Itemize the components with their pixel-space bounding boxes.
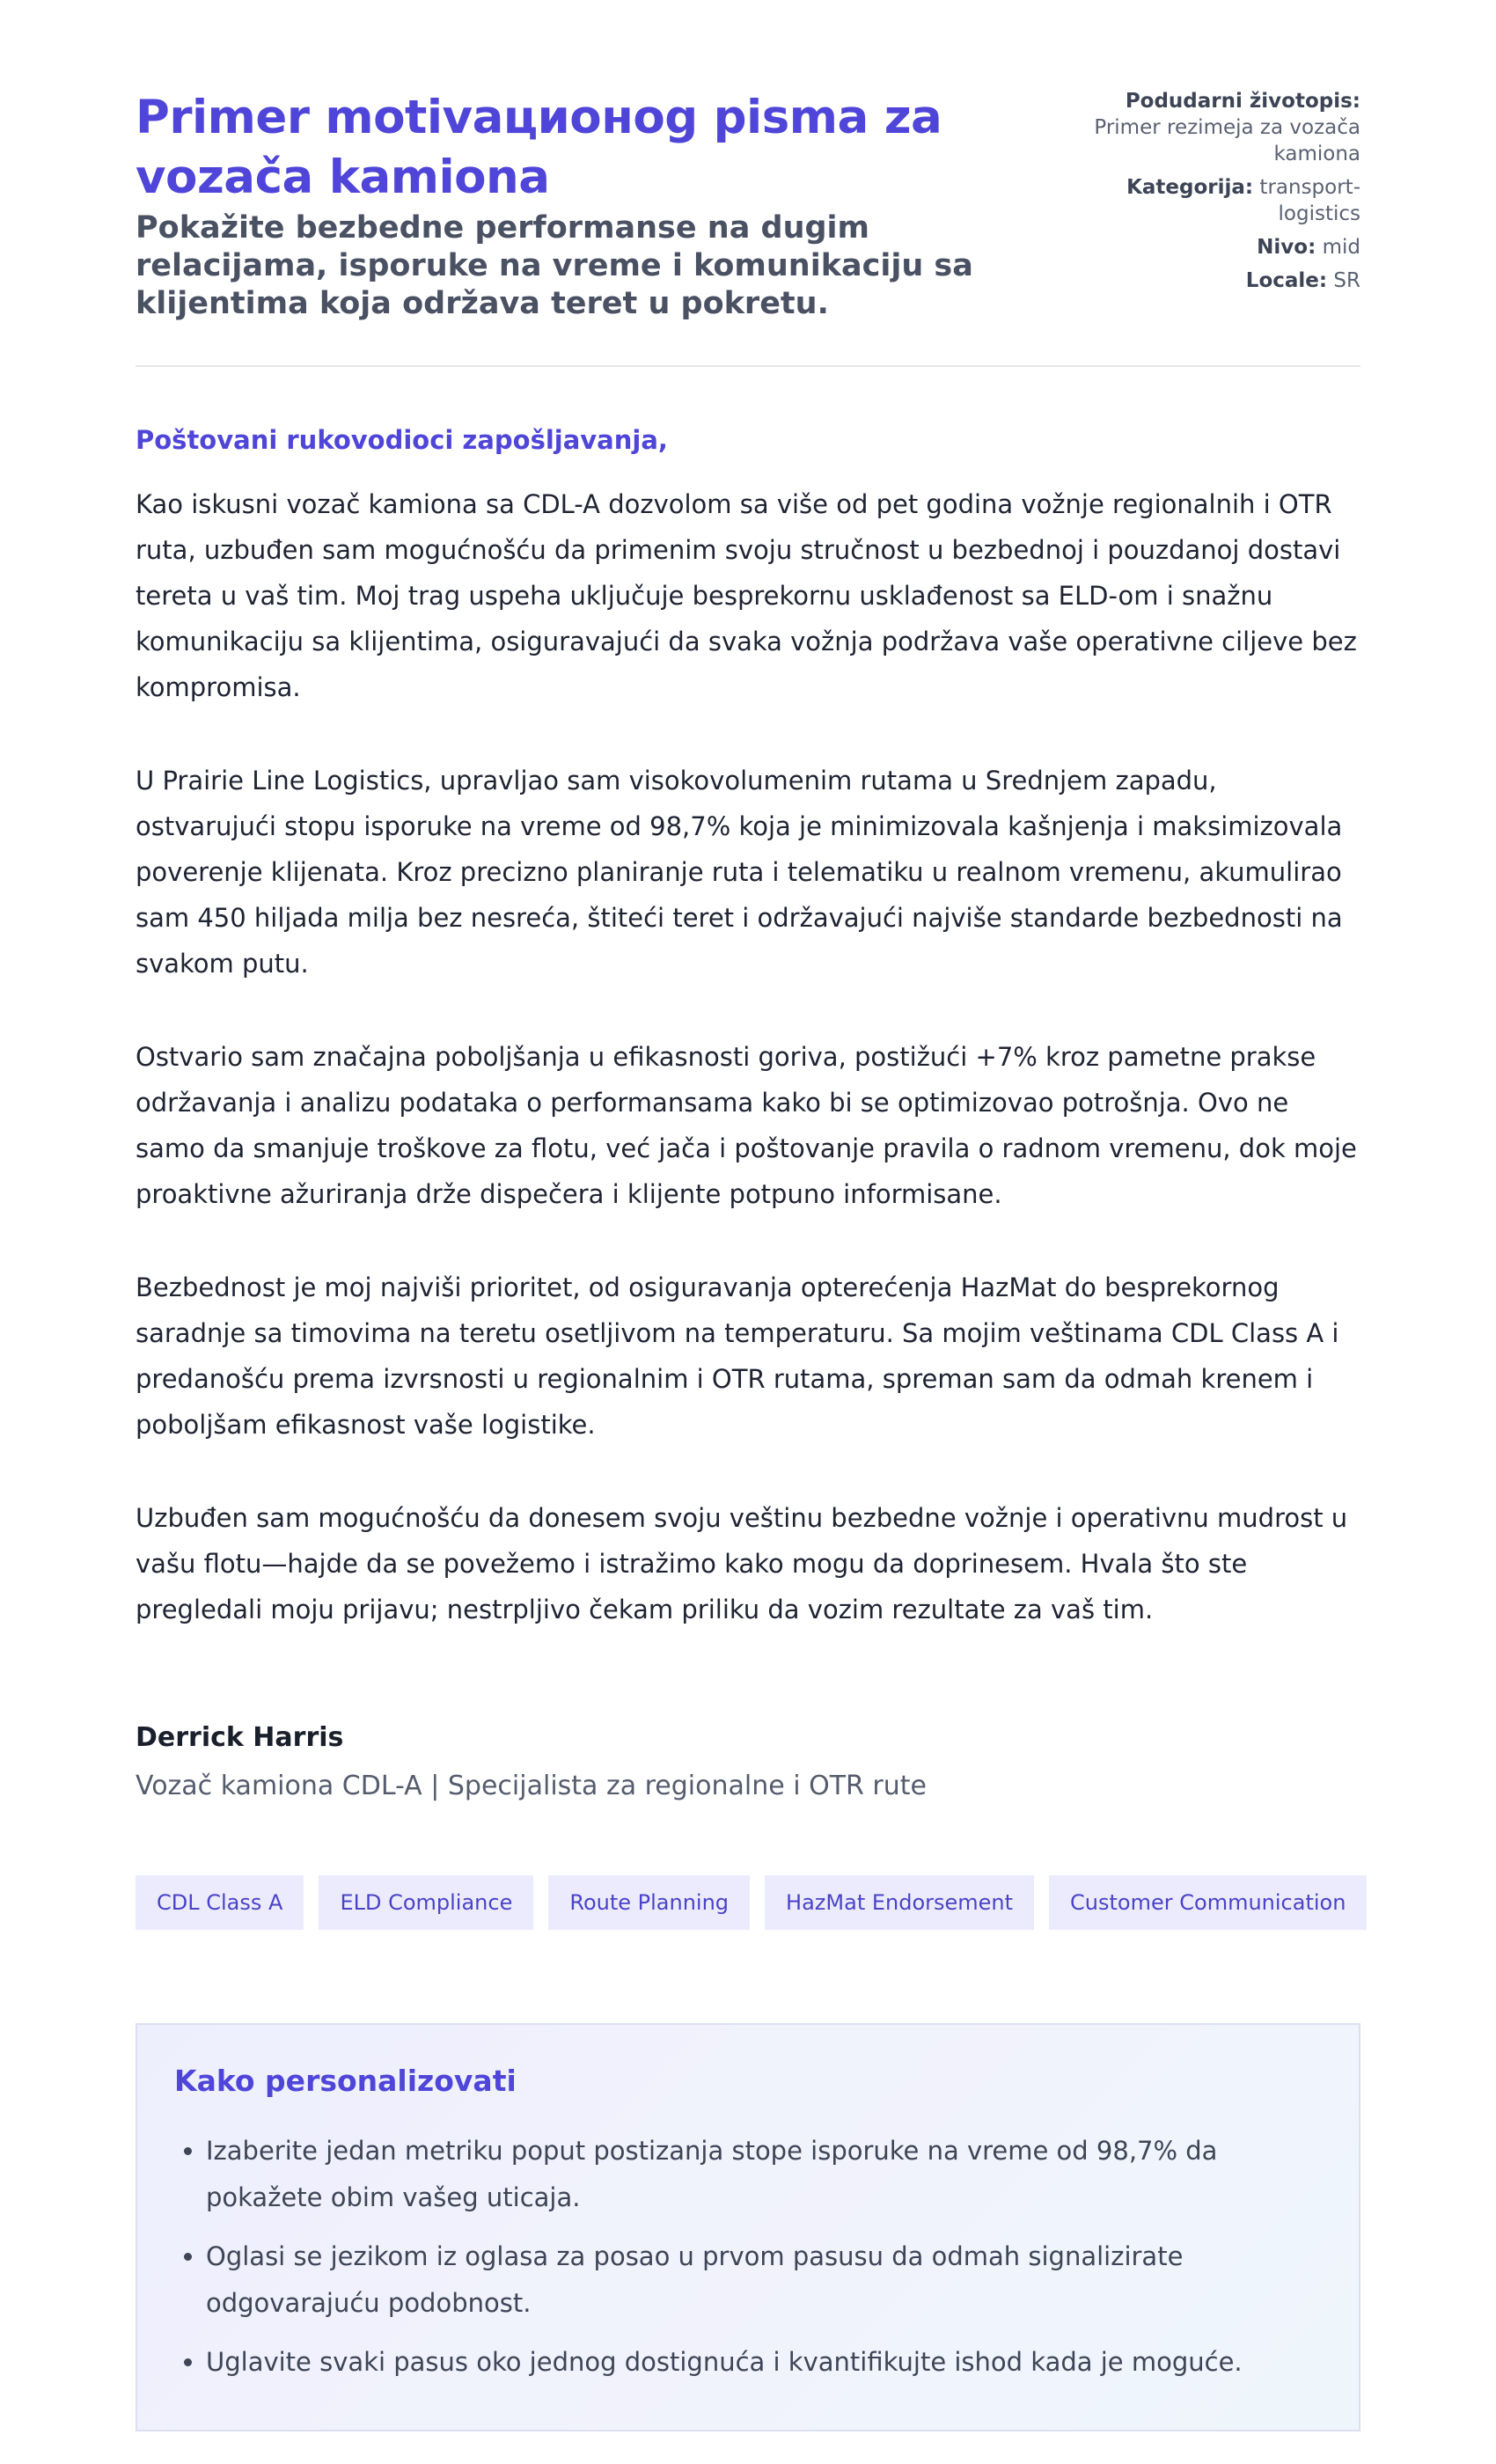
page-title: Primer motivaционog pisma za vozača kamiona [136, 91, 942, 204]
personalization-tips [136, 2023, 1360, 2431]
letter-paragraph: Ostvario sam značajna poboljšanja u efikasnosti goriva, postižući +7% kroz pametne prakse održavanja i analizu podataka o performansama kako bi se optimizovao potrošnja. Ovo ne samo da smanjuje troškove za flotu, već jača i poštovanje pravila o radnom vremenu, dok moje proaktivne ažuriranja drže dispečera i klijente potpuno informisane. [136, 1042, 1357, 1209]
tip-item: • Uglavite svaki pasus oko jednog dostignuća i kvantifikujte ishod kada je moguće. [206, 2339, 1322, 2386]
signature-role: Vozač kamiona CDL-A | Specijalista za regionalne i OTR rute [136, 1771, 927, 1801]
meta-panel [1070, 88, 1360, 301]
meta-level-value: mid [1322, 236, 1360, 259]
meta-category [1070, 174, 1360, 227]
skill-tag: CDL Class A [136, 1875, 304, 1930]
tip-item: • Oglasi se jezikom iz oglasa za posao u prvom pasusu da odmah signalizirate odgovarajuću podobnost. [206, 2233, 1322, 2327]
skill-tags [136, 1875, 1360, 1930]
letter-paragraph: Uzbuđen sam mogućnošću da donesem svoju veštinu bezbedne vožnje i operativnu mudrost u vašu flotu—hajde da se povežemo i istražimo kako mogu da doprinesem. Hvala što ste pregledali moju prijavu; nestrpljivo čekam priliku da vozim rezultate za vaš tim. [136, 1503, 1348, 1624]
meta-resume-link[interactable]: Primer rezimeja za vozača kamiona [1094, 116, 1360, 165]
page-header [136, 88, 1360, 323]
meta-locale-value: SR [1333, 269, 1360, 292]
meta-category-value: transport-logistics [1259, 176, 1360, 225]
letter-paragraph: Kao iskusni vozač kamiona sa CDL-A dozvolom sa više od pet godina vožnje regionalnih i OTR ruta, uzbuđen sam mogućnošću da primenim svoju stručnost u bezbednoj i pouzdanoj dostavi tereta u vaš tim. Moj trag uspeha uključuje besprekornu usklađenost sa ELD-om i snažnu komunikaciju sa klijentima, osiguravajući da svaka vožnja podržava vaše operativne ciljeve bez kompromisa. [136, 489, 1357, 702]
meta-level [1070, 234, 1360, 260]
tips-title: Kako personalizovati [174, 2064, 517, 2098]
meta-resume-label: Podudarni životopis: [1125, 90, 1360, 113]
letter-body [136, 481, 1360, 1632]
page-subtitle: Pokažite bezbedne performanse na dugim relacijama, isporuke na vreme i komunikaciju sa klijentima koja održava teret u pokretu. [136, 210, 973, 321]
tip-item: • Izaberite jedan metriku poput postizanja stope isporuke na vreme od 98,7% da pokažete obim vašeg uticaja. [206, 2128, 1322, 2221]
meta-category-label: Kategorija: [1126, 176, 1254, 199]
skill-tag: Route Planning [548, 1875, 750, 1930]
skill-tag: HazMat Endorsement [765, 1875, 1034, 1930]
signature-name: Derrick Harris [136, 1722, 344, 1753]
tips-list [174, 2128, 1322, 2386]
meta-resume [1070, 88, 1360, 167]
header-divider [136, 365, 1360, 367]
letter-paragraph: Bezbednost je moj najviši prioritet, od osiguravanja opterećenja HazMat do besprekornog saradnje sa timovima na teretu osetljivom na temperaturu. Sa mojim veštinama CDL Class A i predanošću prema izvrsnosti u regionalnim i OTR rutama, spreman sam da odmah krenem i poboljšam efikasnost vaše logistike. [136, 1272, 1339, 1440]
meta-locale-label: Locale: [1245, 269, 1328, 292]
letter-greeting: Poštovani rukovodioci zapošljavanja, [136, 425, 668, 455]
meta-locale [1070, 268, 1360, 294]
meta-level-label: Nivo: [1257, 236, 1316, 259]
skill-tag: ELD Compliance [319, 1875, 533, 1930]
letter-paragraph: U Prairie Line Logistics, upravljao sam visokovolumenim rutama u Srednjem zapadu, ostvarujući stopu isporuke na vreme od 98,7% koja je minimizovala kašnjenja i maksimizovala poverenje klijenata. Kroz precizno planiranje ruta i telematiku u realnom vremenu, akumulirao sam 450 hiljada milja bez nesreća, štiteći teret i održavajući najviše standarde bezbednosti na svakom putu. [136, 766, 1343, 979]
title-block [136, 88, 1068, 323]
skill-tag: Customer Communication [1049, 1875, 1367, 1930]
